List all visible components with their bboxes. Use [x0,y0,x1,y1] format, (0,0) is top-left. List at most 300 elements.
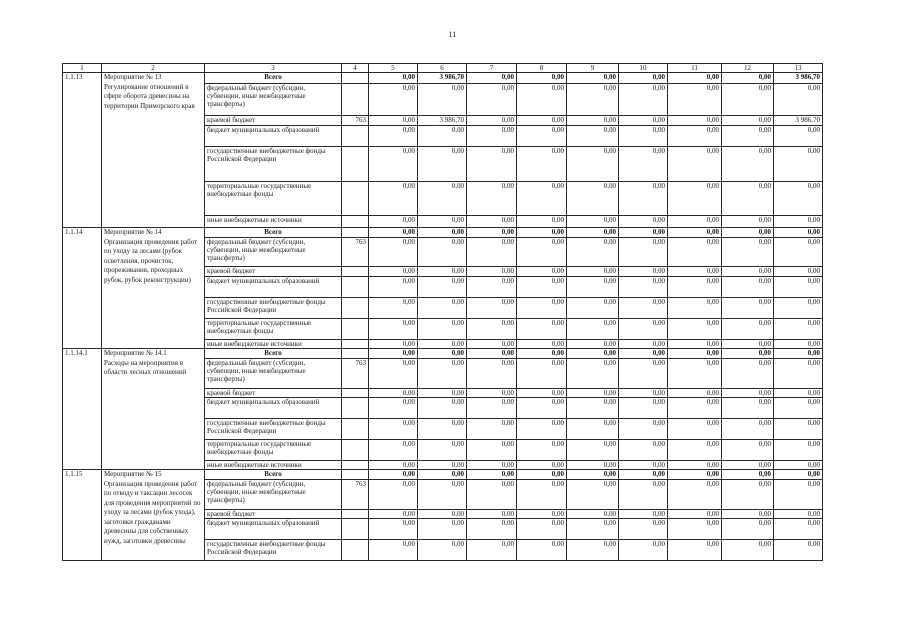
amount-cell: 0,00 [619,470,668,480]
amount-cell: 0,00 [668,359,722,389]
amount-cell: 0,00 [668,419,722,440]
amount-cell: 0,00 [668,389,722,398]
amount-cell: 0,00 [722,182,774,216]
funding-source: иные внебюджетные источники [205,340,342,349]
grbs-code: 763 [342,238,369,267]
grbs-code: 763 [342,480,369,510]
funding-source: Всего [205,228,342,238]
amount-cell: 0,00 [369,398,418,419]
column-header: 10 [619,64,668,73]
amount-cell: 0,00 [619,267,668,277]
amount-cell: 0,00 [774,340,823,349]
amount-cell: 0,00 [418,419,467,440]
grbs-code [342,389,369,398]
amount-cell: 0,00 [668,267,722,277]
measure-code: 1.1.14 [63,228,102,349]
amount-cell: 0,00 [467,540,517,561]
amount-cell: 0,00 [668,319,722,340]
amount-cell: 0,00 [567,470,619,480]
grbs-code [342,510,369,519]
amount-cell: 0,00 [369,126,418,147]
amount-cell: 0,00 [467,147,517,182]
amount-cell: 0,00 [774,277,823,298]
amount-cell: 0,00 [722,470,774,480]
amount-cell: 0,00 [517,470,567,480]
measure-code: 1.1.13 [63,73,102,228]
funding-source: государственные внебюджетные фонды Российской Федерации [205,298,342,319]
column-header: 1 [63,64,102,73]
amount-cell: 0,00 [418,267,467,277]
amount-cell: 0,00 [619,461,668,470]
amount-cell: 0,00 [668,540,722,561]
amount-cell: 0,00 [774,440,823,461]
amount-cell: 0,00 [619,389,668,398]
grbs-code [342,319,369,340]
funding-source: Всего [205,349,342,359]
amount-cell: 0,00 [567,228,619,238]
grbs-code [342,216,369,228]
amount-cell: 0,00 [369,419,418,440]
amount-cell: 0,00 [567,277,619,298]
amount-cell: 0,00 [668,84,722,116]
measure-description [102,349,205,470]
column-header: 5 [369,64,418,73]
funding-source: государственные внебюджетные фонды Российской Федерации [205,540,342,561]
amount-cell: 0,00 [774,419,823,440]
amount-cell: 0,00 [369,340,418,349]
table-header-row [63,64,823,73]
amount-cell: 0,00 [467,228,517,238]
amount-cell: 0,00 [567,84,619,116]
amount-cell: 0,00 [467,319,517,340]
amount-cell: 0,00 [467,349,517,359]
amount-cell: 0,00 [418,480,467,510]
amount-cell: 0,00 [418,126,467,147]
amount-cell: 0,00 [668,73,722,84]
amount-cell: 0,00 [567,216,619,228]
amount-cell: 0,00 [774,228,823,238]
amount-cell: 0,00 [517,480,567,510]
amount-cell: 0,00 [517,540,567,561]
measure-code: 1.1.15 [63,470,102,561]
amount-cell: 0,00 [668,349,722,359]
amount-cell: 0,00 [517,298,567,319]
column-header: 9 [567,64,619,73]
amount-cell: 0,00 [567,126,619,147]
amount-cell: 3 986,70 [418,116,467,126]
total-row [63,349,823,359]
amount-cell: 0,00 [567,298,619,319]
measure-text: Организация проведения работ по отводу и таксации лесосек для проведения мероприятий по уходу за лесами (рубок ухода), заготовки гражданами древесины для собственных нужд, заготовки древесины [104,479,201,545]
amount-cell: 0,00 [369,267,418,277]
amount-cell: 0,00 [369,298,418,319]
amount-cell: 0,00 [567,440,619,461]
amount-cell: 0,00 [668,440,722,461]
funding-source: краевой бюджет [205,510,342,519]
amount-cell: 0,00 [369,147,418,182]
amount-cell: 0,00 [517,359,567,389]
amount-cell: 0,00 [619,349,668,359]
amount-cell: 0,00 [369,359,418,389]
amount-cell: 0,00 [722,440,774,461]
amount-cell: 0,00 [619,228,668,238]
page-number: 11 [448,30,457,39]
measure-text: Организация проведения работ по уходу за лесами (рубок осветления, прочисток, прореживания, проходных рубок, рубок реконструкции) [104,237,198,284]
amount-cell: 0,00 [722,359,774,389]
amount-cell: 0,00 [619,510,668,519]
amount-cell: 0,00 [722,398,774,419]
amount-cell: 0,00 [619,340,668,349]
grbs-code [342,461,369,470]
amount-cell: 0,00 [774,480,823,510]
measure-description [102,228,205,349]
column-header: 11 [668,64,722,73]
amount-cell: 0,00 [369,461,418,470]
amount-cell: 0,00 [722,147,774,182]
grbs-code [342,440,369,461]
measure-title: Мероприятие № 15 [104,470,162,478]
amount-cell: 0,00 [619,73,668,84]
amount-cell: 0,00 [467,126,517,147]
amount-cell: 0,00 [467,298,517,319]
amount-cell: 0,00 [418,182,467,216]
amount-cell: 0,00 [418,440,467,461]
amount-cell: 0,00 [517,340,567,349]
amount-cell: 0,00 [517,84,567,116]
amount-cell: 0,00 [619,359,668,389]
amount-cell: 0,00 [668,340,722,349]
amount-cell: 0,00 [774,126,823,147]
amount-cell: 0,00 [774,216,823,228]
amount-cell: 0,00 [517,216,567,228]
amount-cell: 0,00 [619,480,668,510]
amount-cell: 0,00 [369,349,418,359]
amount-cell: 0,00 [567,147,619,182]
amount-cell: 0,00 [774,540,823,561]
amount-cell: 0,00 [369,510,418,519]
funding-source: бюджет муниципальных образований [205,277,342,298]
measure-title: Мероприятие № 14.1 [104,349,167,357]
amount-cell: 0,00 [774,238,823,267]
amount-cell: 0,00 [774,267,823,277]
amount-cell: 0,00 [418,470,467,480]
amount-cell: 0,00 [567,419,619,440]
amount-cell: 0,00 [668,461,722,470]
funding-source: Всего [205,73,342,84]
amount-cell: 0,00 [418,147,467,182]
amount-cell: 0,00 [369,73,418,84]
amount-cell: 0,00 [369,540,418,561]
amount-cell: 0,00 [668,216,722,228]
amount-cell: 0,00 [668,277,722,298]
funding-source: бюджет муниципальных образований [205,126,342,147]
amount-cell: 3 986,70 [774,73,823,84]
amount-cell: 0,00 [467,510,517,519]
amount-cell: 0,00 [619,238,668,267]
amount-cell: 0,00 [467,340,517,349]
amount-cell: 0,00 [668,238,722,267]
amount-cell: 0,00 [369,228,418,238]
amount-cell: 0,00 [774,389,823,398]
grbs-code [342,470,369,480]
column-header: 2 [102,64,205,73]
amount-cell: 0,00 [567,267,619,277]
funding-source: Всего [205,470,342,480]
amount-cell: 0,00 [467,84,517,116]
amount-cell: 0,00 [619,182,668,216]
amount-cell: 0,00 [467,480,517,510]
amount-cell: 0,00 [668,398,722,419]
amount-cell: 0,00 [517,238,567,267]
funding-source: краевой бюджет [205,389,342,398]
amount-cell: 0,00 [722,277,774,298]
amount-cell: 0,00 [567,519,619,540]
amount-cell: 0,00 [517,349,567,359]
amount-cell: 0,00 [517,419,567,440]
amount-cell: 0,00 [517,510,567,519]
amount-cell: 0,00 [517,277,567,298]
amount-cell: 0,00 [517,440,567,461]
amount-cell: 0,00 [619,419,668,440]
amount-cell: 0,00 [467,398,517,419]
amount-cell: 0,00 [774,349,823,359]
amount-cell: 0,00 [517,319,567,340]
amount-cell: 0,00 [567,461,619,470]
amount-cell: 0,00 [467,216,517,228]
amount-cell: 0,00 [722,461,774,470]
amount-cell: 0,00 [418,398,467,419]
amount-cell: 0,00 [619,440,668,461]
funding-source: территориальные государственные внебюджетные фонды [205,319,342,340]
amount-cell: 0,00 [722,389,774,398]
amount-cell: 0,00 [517,267,567,277]
amount-cell: 0,00 [668,298,722,319]
amount-cell: 0,00 [517,398,567,419]
amount-cell: 0,00 [619,216,668,228]
measure-description [102,470,205,561]
amount-cell: 0,00 [722,319,774,340]
amount-cell: 0,00 [567,398,619,419]
amount-cell: 0,00 [722,510,774,519]
amount-cell: 0,00 [668,182,722,216]
measure-description [102,73,205,228]
amount-cell: 0,00 [467,73,517,84]
amount-cell: 0,00 [418,461,467,470]
amount-cell: 0,00 [567,340,619,349]
amount-cell: 0,00 [567,319,619,340]
amount-cell: 0,00 [722,116,774,126]
amount-cell: 0,00 [619,116,668,126]
amount-cell: 0,00 [722,540,774,561]
amount-cell: 0,00 [418,349,467,359]
grbs-code [342,267,369,277]
funding-source: федеральный бюджет (субсидии, субвенции, иные межбюджетные трансферты) [205,84,342,116]
amount-cell: 0,00 [774,319,823,340]
funding-source: территориальные государственные внебюджетные фонды [205,440,342,461]
amount-cell: 0,00 [418,216,467,228]
funding-source: иные внебюджетные источники [205,461,342,470]
amount-cell: 0,00 [619,277,668,298]
amount-cell: 0,00 [418,389,467,398]
grbs-code [342,540,369,561]
grbs-code [342,84,369,116]
measure-code: 1.1.14.1 [63,349,102,470]
total-row [63,228,823,238]
amount-cell: 3 986,70 [418,73,467,84]
amount-cell: 0,00 [369,389,418,398]
amount-cell: 0,00 [467,461,517,470]
grbs-code [342,349,369,359]
amount-cell: 0,00 [668,116,722,126]
amount-cell: 0,00 [668,519,722,540]
amount-cell: 0,00 [369,84,418,116]
amount-cell: 0,00 [517,182,567,216]
amount-cell: 0,00 [418,277,467,298]
amount-cell: 0,00 [774,461,823,470]
amount-cell: 3 986,70 [774,116,823,126]
amount-cell: 0,00 [774,147,823,182]
grbs-code [342,519,369,540]
amount-cell: 0,00 [369,480,418,510]
amount-cell: 0,00 [418,238,467,267]
amount-cell: 0,00 [567,349,619,359]
amount-cell: 0,00 [722,73,774,84]
amount-cell: 0,00 [418,228,467,238]
amount-cell: 0,00 [774,510,823,519]
amount-cell: 0,00 [369,470,418,480]
amount-cell: 0,00 [418,319,467,340]
measure-title: Мероприятие № 13 [104,73,162,81]
amount-cell: 0,00 [418,298,467,319]
funding-source: территориальные государственные внебюджетные фонды [205,182,342,216]
amount-cell: 0,00 [619,319,668,340]
amount-cell: 0,00 [722,238,774,267]
amount-cell: 0,00 [369,277,418,298]
column-header: 13 [774,64,823,73]
grbs-code [342,419,369,440]
amount-cell: 0,00 [517,461,567,470]
amount-cell: 0,00 [467,440,517,461]
amount-cell: 0,00 [619,519,668,540]
funding-source: краевой бюджет [205,267,342,277]
amount-cell: 0,00 [722,519,774,540]
amount-cell: 0,00 [668,147,722,182]
amount-cell: 0,00 [418,359,467,389]
column-header: 3 [205,64,342,73]
amount-cell: 0,00 [774,398,823,419]
amount-cell: 0,00 [369,216,418,228]
funding-source: федеральный бюджет (субсидии, субвенции, иные межбюджетные трансферты) [205,359,342,389]
amount-cell: 0,00 [567,359,619,389]
amount-cell: 0,00 [418,510,467,519]
grbs-code: 763 [342,359,369,389]
amount-cell: 0,00 [418,340,467,349]
grbs-code [342,340,369,349]
total-row [63,73,823,84]
funding-source: иные внебюджетные источники [205,216,342,228]
amount-cell: 0,00 [722,228,774,238]
column-header: 12 [722,64,774,73]
grbs-code [342,73,369,84]
amount-cell: 0,00 [619,398,668,419]
amount-cell: 0,00 [418,84,467,116]
amount-cell: 0,00 [722,349,774,359]
amount-cell: 0,00 [567,540,619,561]
funding-source: государственные внебюджетные фонды Российской Федерации [205,147,342,182]
grbs-code [342,277,369,298]
amount-cell: 0,00 [619,147,668,182]
amount-cell: 0,00 [517,147,567,182]
measure-text: Регулирование отношений в сфере оборота древесины на территории Приморского края [104,82,195,110]
amount-cell: 0,00 [722,84,774,116]
amount-cell: 0,00 [517,519,567,540]
amount-cell: 0,00 [467,359,517,389]
amount-cell: 0,00 [369,440,418,461]
amount-cell: 0,00 [668,470,722,480]
grbs-code [342,228,369,238]
funding-source: краевой бюджет [205,116,342,126]
amount-cell: 0,00 [567,480,619,510]
amount-cell: 0,00 [722,340,774,349]
amount-cell: 0,00 [369,116,418,126]
grbs-code: 763 [342,116,369,126]
amount-cell: 0,00 [369,238,418,267]
amount-cell: 0,00 [567,73,619,84]
amount-cell: 0,00 [467,519,517,540]
funding-source: бюджет муниципальных образований [205,519,342,540]
amount-cell: 0,00 [467,470,517,480]
amount-cell: 0,00 [567,389,619,398]
amount-cell: 0,00 [467,267,517,277]
amount-cell: 0,00 [567,510,619,519]
amount-cell: 0,00 [668,480,722,510]
amount-cell: 0,00 [722,267,774,277]
amount-cell: 0,00 [467,182,517,216]
amount-cell: 0,00 [774,298,823,319]
amount-cell: 0,00 [722,419,774,440]
amount-cell: 0,00 [774,182,823,216]
amount-cell: 0,00 [517,116,567,126]
measure-title: Мероприятие № 14 [104,228,162,236]
amount-cell: 0,00 [567,116,619,126]
amount-cell: 0,00 [467,277,517,298]
measure-text: Расходы на мероприятия в области лесных отношений [104,358,187,376]
amount-cell: 0,00 [774,359,823,389]
amount-cell: 0,00 [619,126,668,147]
funding-source: федеральный бюджет (субсидии, субвенции, иные межбюджетные трансферты) [205,480,342,510]
amount-cell: 0,00 [517,389,567,398]
amount-cell: 0,00 [567,182,619,216]
funding-source: федеральный бюджет (субсидии, субвенции, иные межбюджетные трансферты) [205,238,342,267]
amount-cell: 0,00 [517,126,567,147]
amount-cell: 0,00 [418,519,467,540]
funding-source: государственные внебюджетные фонды Российской Федерации [205,419,342,440]
total-row [63,470,823,480]
amount-cell: 0,00 [668,228,722,238]
amount-cell: 0,00 [467,116,517,126]
amount-cell: 0,00 [774,84,823,116]
amount-cell: 0,00 [369,182,418,216]
amount-cell: 0,00 [517,73,567,84]
amount-cell: 0,00 [722,480,774,510]
grbs-code [342,182,369,216]
grbs-code [342,398,369,419]
amount-cell: 0,00 [774,519,823,540]
grbs-code [342,147,369,182]
funding-source: бюджет муниципальных образований [205,398,342,419]
amount-cell: 0,00 [567,238,619,267]
amount-cell: 0,00 [722,126,774,147]
